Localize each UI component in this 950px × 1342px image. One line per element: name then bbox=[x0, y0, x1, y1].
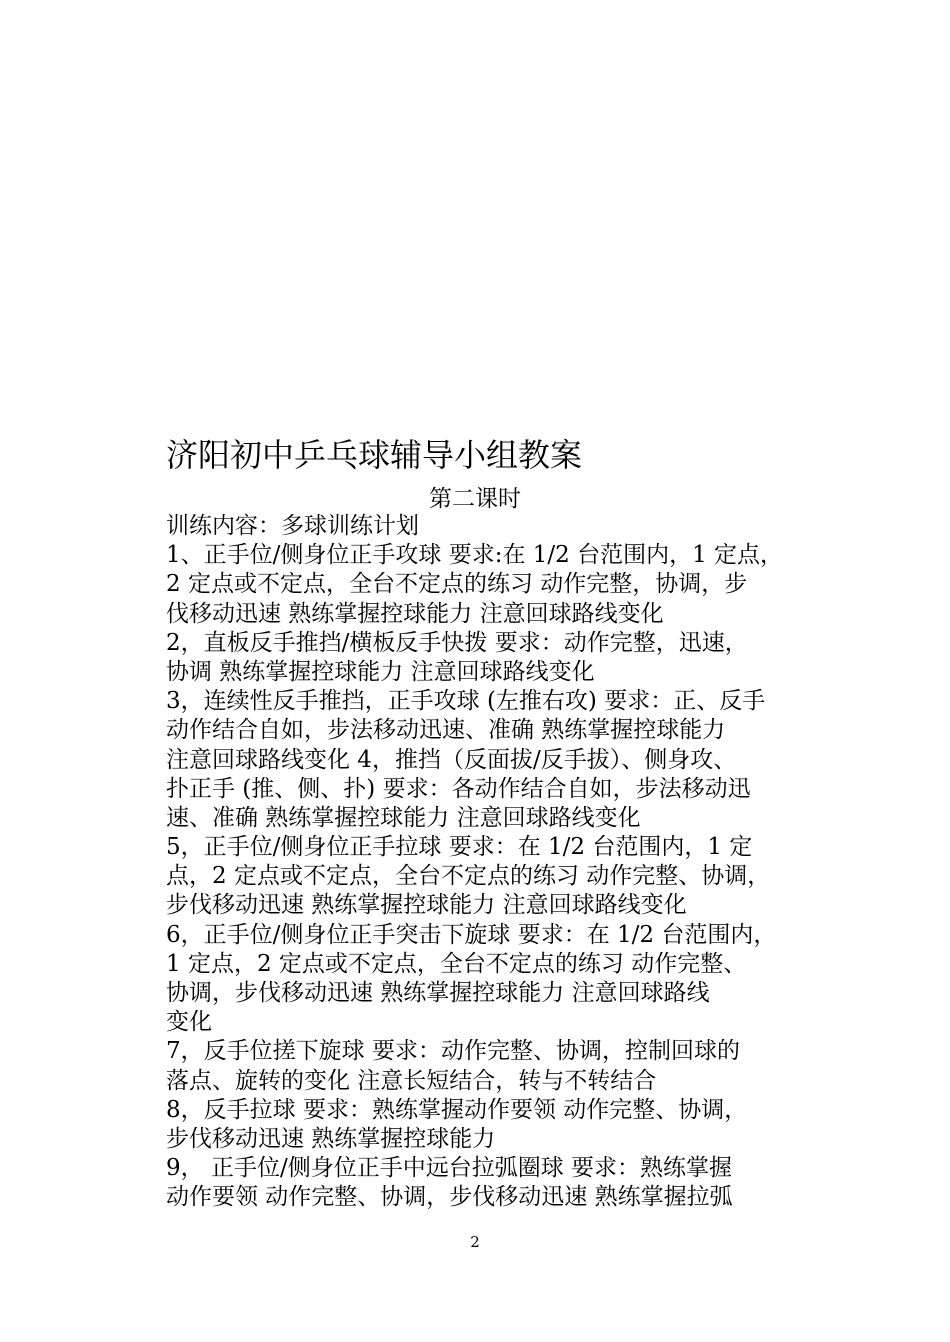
body-line: 变化 bbox=[166, 1009, 212, 1036]
body-line: 点，2 定点或不定点，全台不定点的练习 动作完整、协调， bbox=[166, 863, 771, 890]
body-line: 速、准确 熟练掌握控球能力 注意回球路线变化 bbox=[166, 804, 641, 831]
body-line: 7，反手位搓下旋球 要求：动作完整、协调，控制回球的 bbox=[166, 1038, 740, 1065]
body-line: 协调 熟练掌握控球能力 注意回球路线变化 bbox=[166, 658, 595, 685]
body-line: 5，正手位/侧身位正手拉球 要求：在 1/2 台范围内，1 定 bbox=[166, 834, 753, 861]
document-body bbox=[166, 512, 806, 1213]
body-line: 1、正手位/侧身位正手攻球 要求:在 1/2 台范围内，1 定点， bbox=[166, 542, 784, 569]
body-line: 3，连续性反手推挡，正手攻球 (左推右攻) 要求：正、反手 bbox=[166, 688, 766, 715]
body-line: 扑正手 (推、侧、扑) 要求：各动作结合自如，步法移动迅 bbox=[166, 775, 751, 802]
body-line: 落点、旋转的变化 注意长短结合，转与不转结合 bbox=[166, 1067, 657, 1094]
lesson-subtitle: 第二课时 bbox=[429, 486, 521, 512]
body-line: 6，正手位/侧身位正手突击下旋球 要求：在 1/2 台范围内， bbox=[166, 921, 777, 948]
body-line: 9， 正手位/侧身位正手中远台拉弧圈球 要求：熟练掌握 bbox=[166, 1155, 733, 1182]
body-line: 协调，步伐移动迅速 熟练掌握控球能力 注意回球路线 bbox=[166, 980, 710, 1006]
body-line: 动作要领 动作完整、协调，步伐移动迅速 熟练掌握拉弧 bbox=[166, 1184, 733, 1211]
body-line: 步伐移动迅速 熟练掌握控球能力 bbox=[166, 1125, 496, 1152]
body-line: 注意回球路线变化 4，推挡（反面拔/反手拔）、侧身攻、 bbox=[166, 746, 737, 773]
body-line: 步伐移动迅速 熟练掌握控球能力 注意回球路线变化 bbox=[166, 892, 687, 919]
body-line: 训练内容：多球训练计划 bbox=[166, 513, 419, 539]
page-number: 2 bbox=[470, 1233, 480, 1251]
body-line: 1 定点，2 定点或不定点，全台不定点的练习 动作完整、 bbox=[166, 950, 747, 977]
body-line: 动作结合自如，步法移动迅速、准确 熟练掌握控球能力 bbox=[166, 717, 726, 744]
body-line: 2 定点或不定点，全台不定点的练习 动作完整，协调，步 bbox=[166, 571, 748, 598]
document-title: 济阳初中乒乓球辅导小组教案 bbox=[166, 436, 583, 474]
body-line: 2，直板反手推挡/横板反手快拨 要求：动作完整，迅速， bbox=[166, 629, 748, 656]
body-line: 伐移动迅速 熟练掌握控球能力 注意回球路线变化 bbox=[166, 600, 664, 627]
body-line: 8，反手拉球 要求：熟练掌握动作要领 动作完整、协调， bbox=[166, 1096, 748, 1123]
